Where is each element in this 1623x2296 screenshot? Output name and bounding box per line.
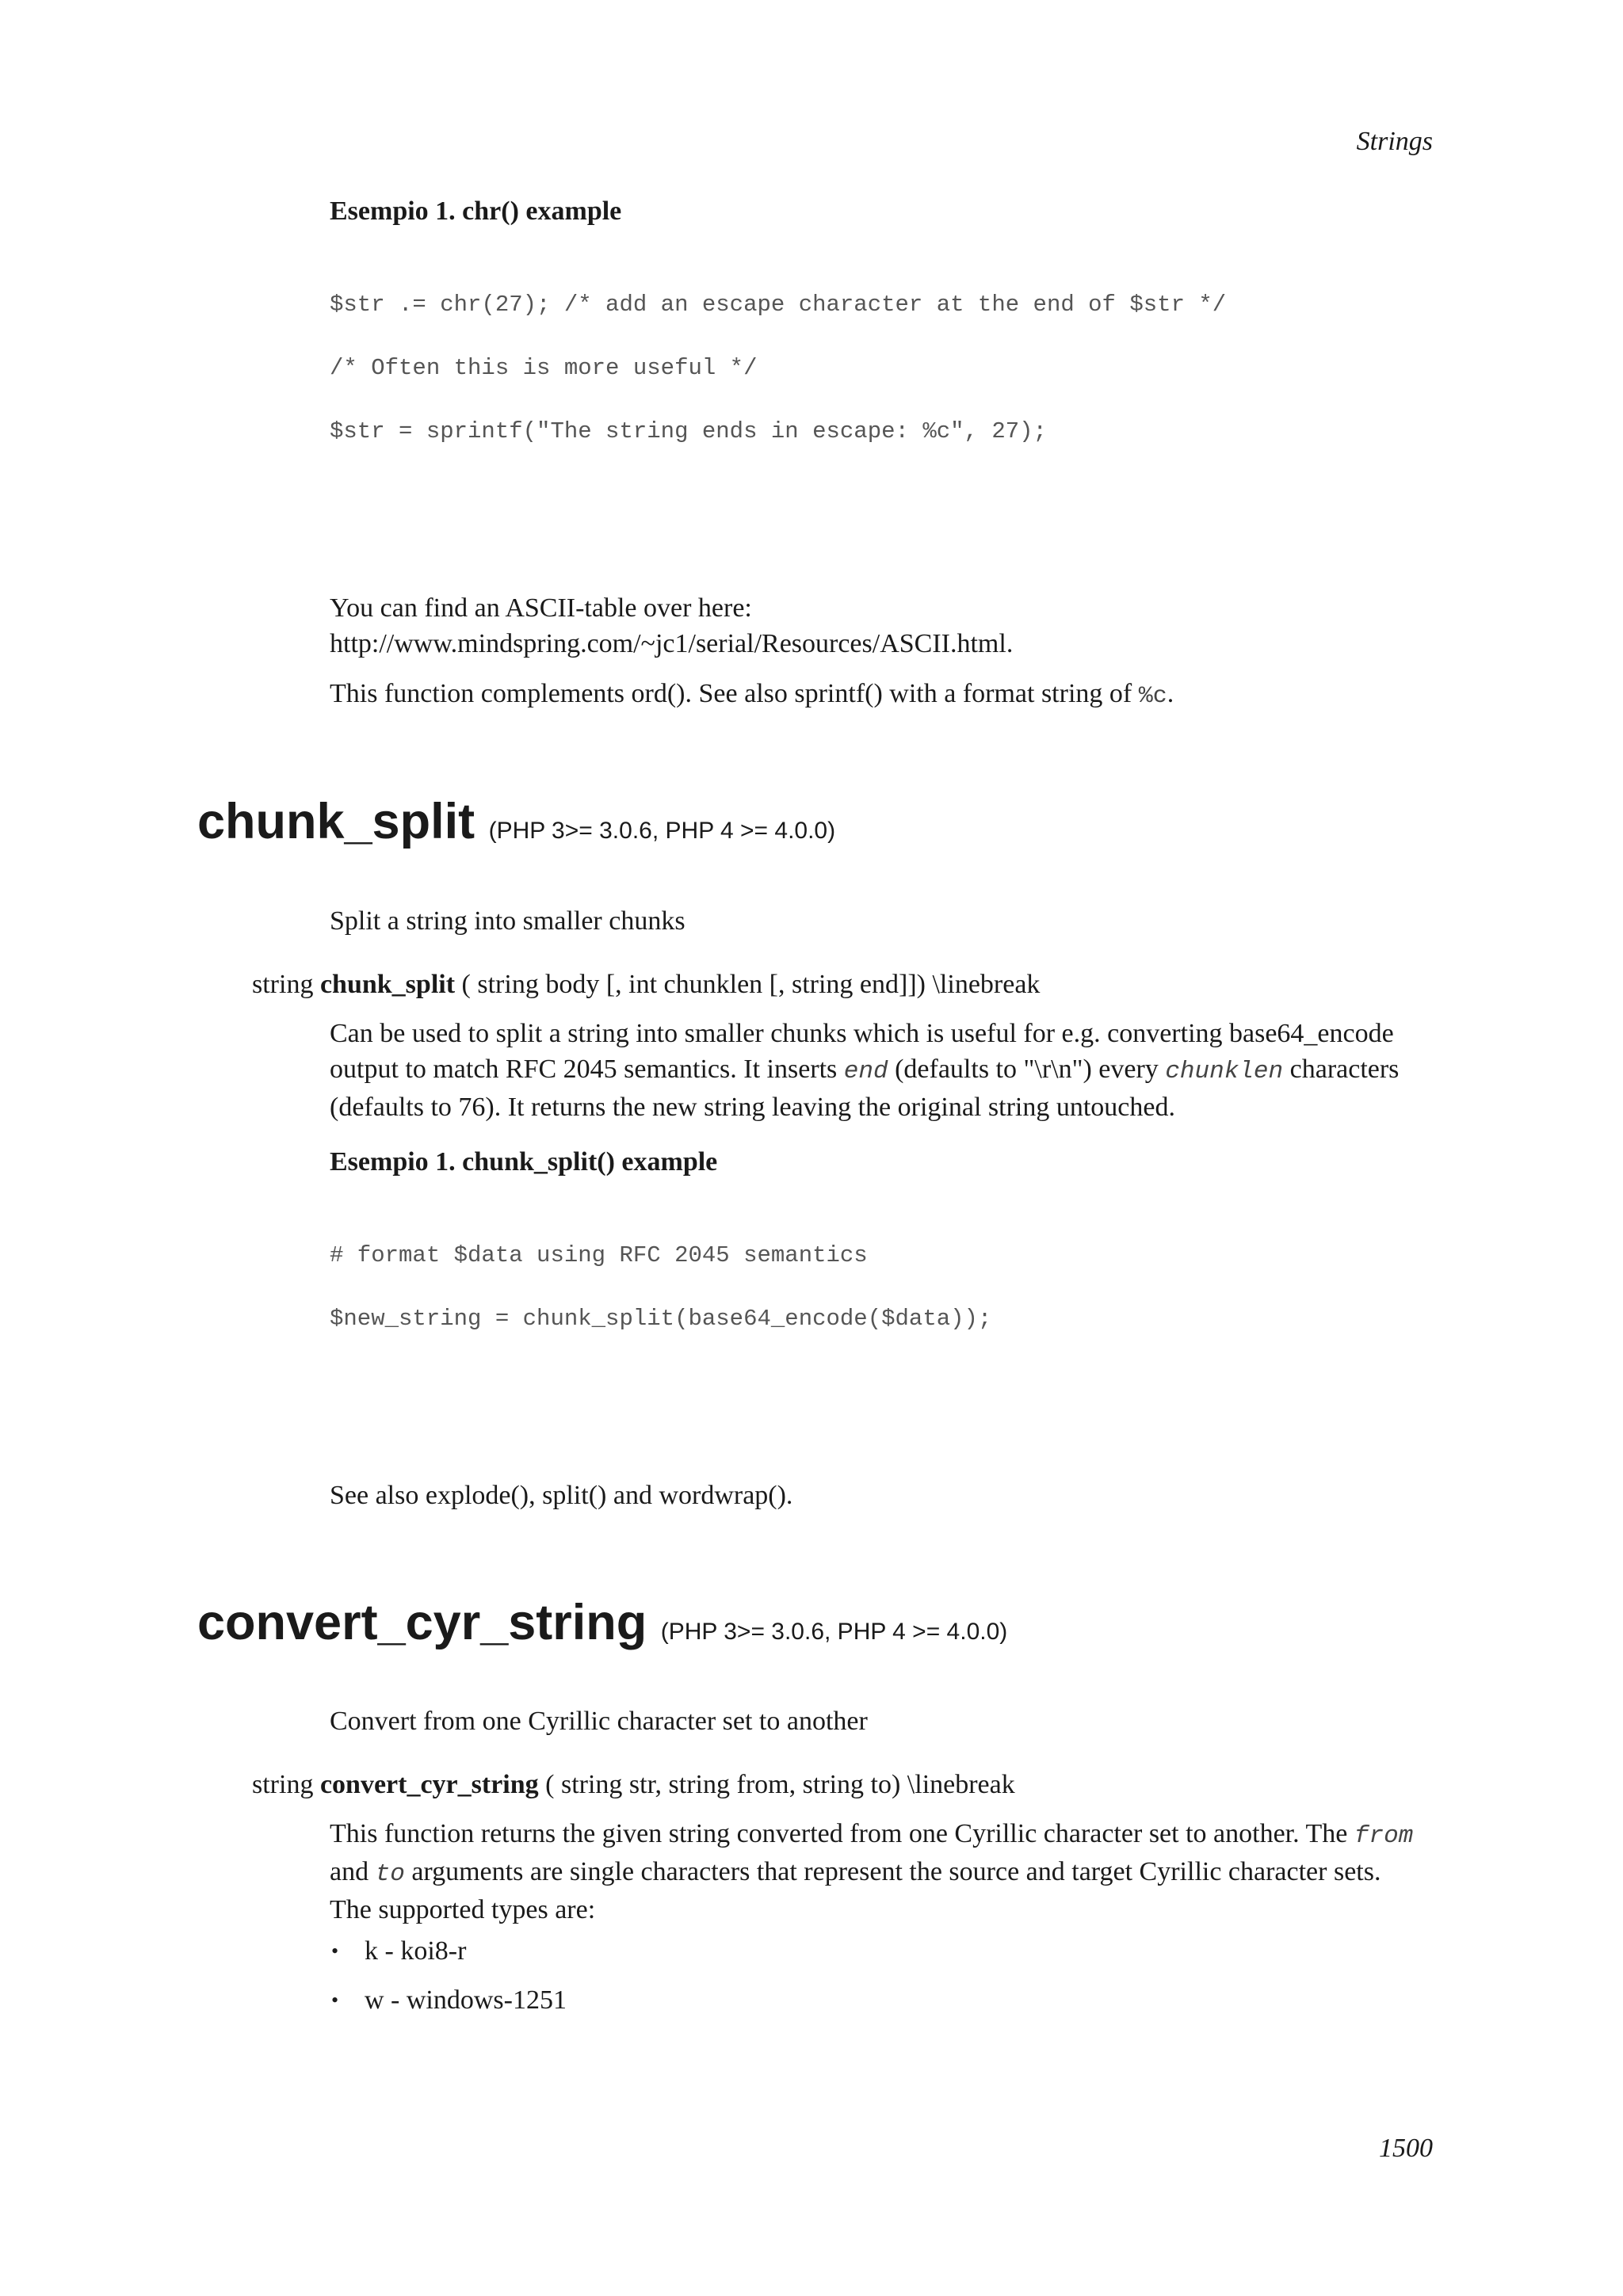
version-info: (PHP 3>= 3.0.6, PHP 4 >= 4.0.0) <box>488 818 836 844</box>
code-line: # format $data using RFC 2045 semantics <box>330 1242 868 1268</box>
type-label: k - koi8-r <box>365 1936 467 1966</box>
code-line: $str = sprintf("The string ends in escape: %c", 27); <box>330 418 1047 444</box>
period: . <box>1167 679 1174 708</box>
desc-line: The supported types are: <box>330 1895 596 1924</box>
param-chunklen: chunklen <box>1165 1058 1284 1085</box>
desc-line <box>330 1051 1399 1089</box>
desc-text: (defaults to "\r\n") every <box>888 1055 1166 1084</box>
bullet-icon: • <box>331 1939 339 1962</box>
desc-line <box>330 1816 1413 1854</box>
running-header: Strings <box>1356 127 1433 156</box>
page-number: 1500 <box>1379 2134 1433 2163</box>
code-line: /* Often this is more useful */ <box>330 355 758 381</box>
chunk-split-signature <box>252 967 1040 1002</box>
chunk-split-heading <box>197 794 835 859</box>
chunk-split-example-title: Esempio 1. chunk_split() example <box>330 1147 718 1177</box>
ascii-link[interactable]: http://www.mindspring.com/~jc1/serial/Resources/ASCII.html. <box>330 629 1014 658</box>
ascii-table-paragraph <box>330 590 1013 662</box>
signature-function-name: convert_cyr_string <box>319 1770 539 1799</box>
list-item <box>330 1933 567 1982</box>
desc-text: characters <box>1283 1055 1400 1084</box>
desc-text: and <box>330 1857 376 1886</box>
param-end: end <box>843 1058 888 1085</box>
return-type: string <box>252 970 314 999</box>
ascii-line-1: You can find an ASCII-table over here: <box>330 593 752 623</box>
convert-cyr-string-description <box>330 1816 1413 1928</box>
chunk-split-purpose: Split a string into smaller chunks <box>330 906 685 936</box>
chunk-split-example-code <box>330 1242 991 1369</box>
signature-params: ( string str, string from, string to) \linebreak <box>545 1770 1015 1799</box>
desc-line: (defaults to 76). It returns the new string leaving the original string untouched. <box>330 1093 1175 1122</box>
code-line: $str .= chr(27); /* add an escape character at the end of $str */ <box>330 292 1227 318</box>
format-code: %c <box>1138 683 1167 710</box>
desc-line: Can be used to split a string into smaller chunks which is useful for e.g. converting base64_encode <box>330 1019 1394 1048</box>
supported-types-list <box>330 1933 567 2031</box>
return-type: string <box>252 1770 314 1799</box>
chunk-split-see-also: See also explode(), split() and wordwrap(). <box>330 1481 793 1510</box>
type-label: w - windows-1251 <box>365 1985 567 2015</box>
param-from: from <box>1354 1822 1414 1850</box>
signature-function-name: chunk_split <box>319 970 456 999</box>
chunk-split-description <box>330 1016 1399 1125</box>
chr-example-code <box>330 292 1226 482</box>
code-line: $new_string = chunk_split(base64_encode($data)); <box>330 1306 992 1332</box>
desc-text: arguments are single characters that represent the source and target Cyrillic character sets. <box>404 1857 1381 1886</box>
version-info: (PHP 3>= 3.0.6, PHP 4 >= 4.0.0) <box>660 1619 1008 1645</box>
convert-cyr-string-heading <box>197 1595 1007 1660</box>
param-to: to <box>375 1860 405 1888</box>
function-name: convert_cyr_string <box>197 1595 647 1650</box>
list-item <box>330 1982 567 2031</box>
desc-text: This function returns the given string converted from one Cyrillic character set to another. The <box>330 1819 1354 1848</box>
complements-text: This function complements ord(). See also sprintf() with a format string of <box>330 679 1139 708</box>
convert-cyr-string-signature <box>252 1767 1015 1802</box>
chr-example-title: Esempio 1. chr() example <box>330 196 622 226</box>
convert-cyr-string-purpose: Convert from one Cyrillic character set to another <box>330 1707 868 1736</box>
signature-params: ( string body [, int chunklen [, string end]]) \linebreak <box>461 970 1041 999</box>
complements-paragraph <box>330 676 1174 715</box>
desc-text: output to match RFC 2045 semantics. It inserts <box>330 1055 844 1084</box>
function-name: chunk_split <box>197 794 475 849</box>
desc-line <box>330 1854 1413 1892</box>
bullet-icon: • <box>331 1989 339 2012</box>
